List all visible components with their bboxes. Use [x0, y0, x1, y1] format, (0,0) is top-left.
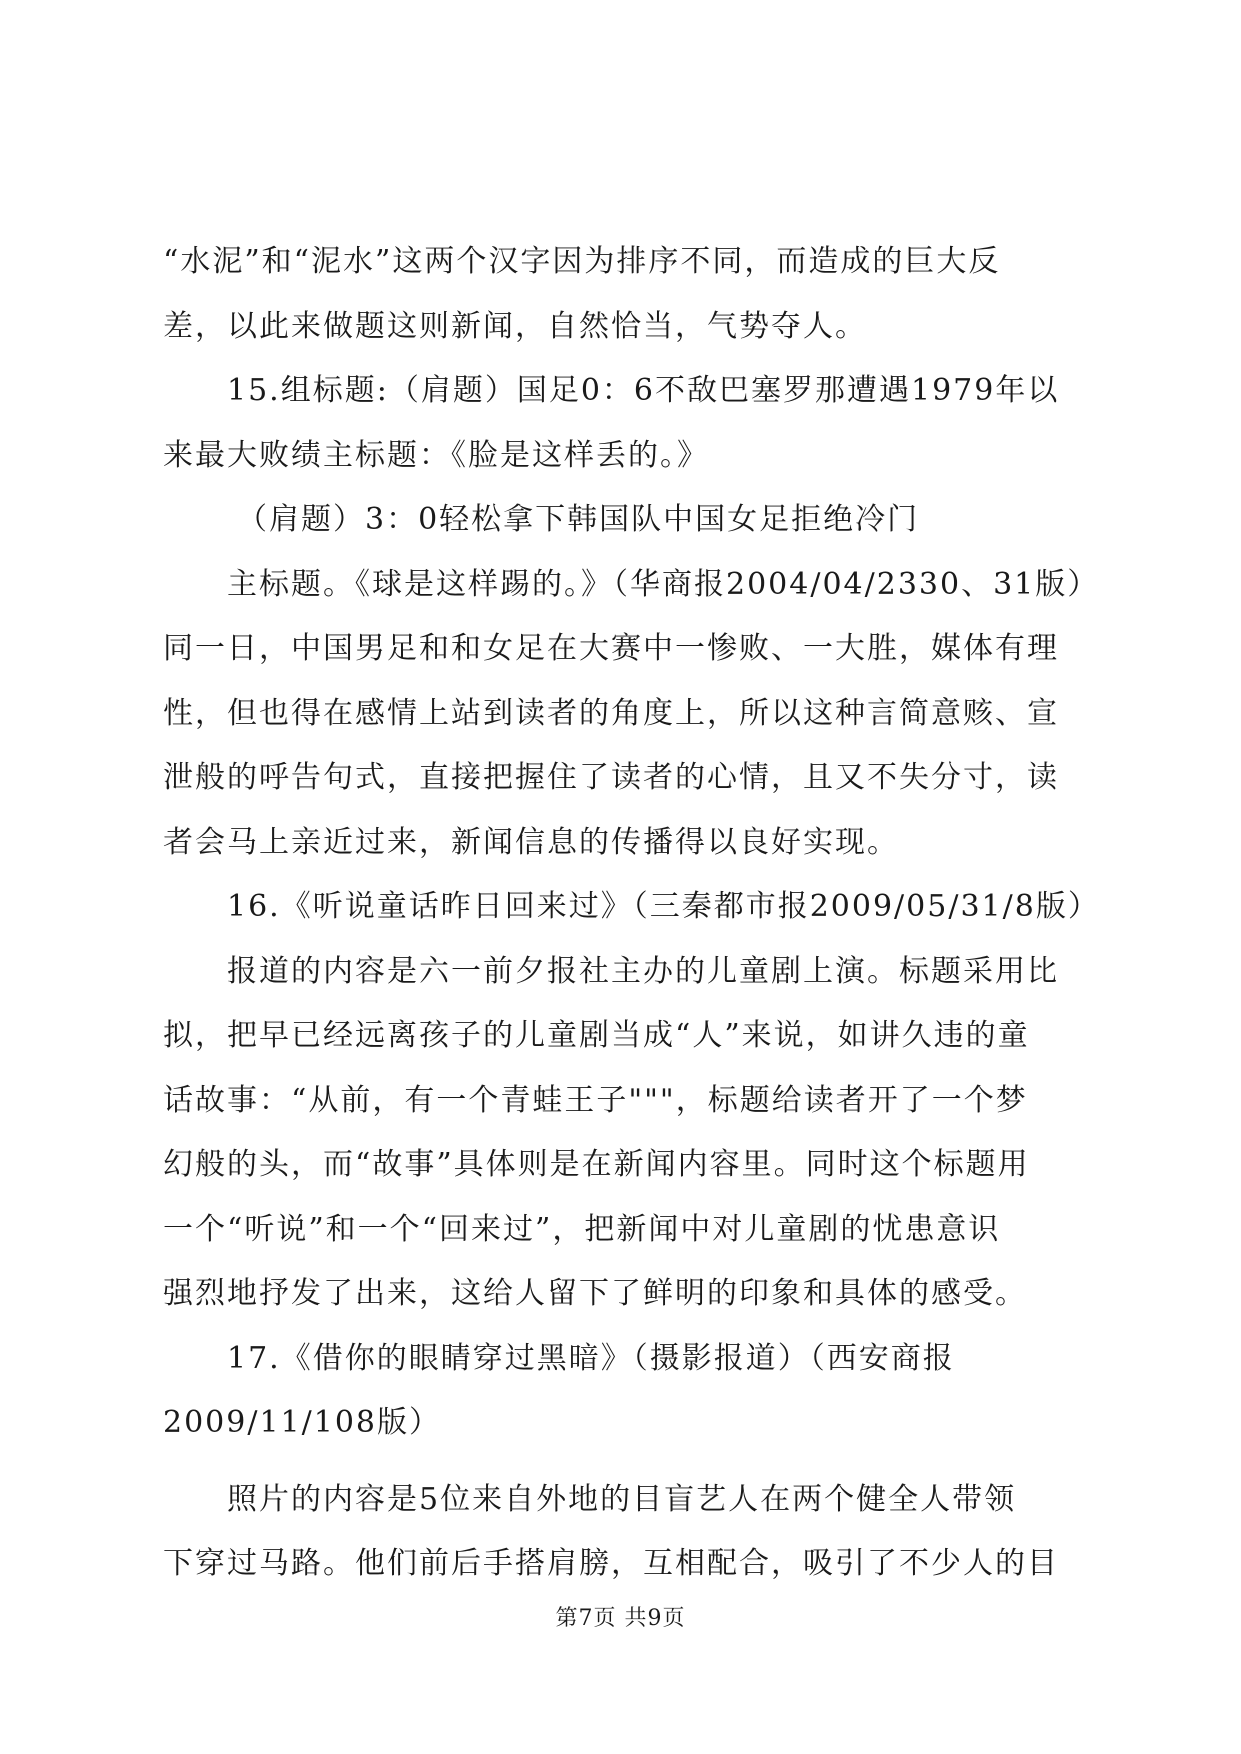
text-line: 照片的内容是5位来自外地的目盲艺人在两个健全人带领 [227, 1481, 1017, 1517]
text-line: “水泥”和“泥水”这两个汉字因为排序不同，而造成的巨大反 [163, 244, 1001, 279]
page-footer [0, 1601, 1241, 1632]
text-line: 一个“听说”和一个“回来过”，把新闻中对儿童剧的忧患意识 [163, 1211, 1001, 1247]
text-line: 同一日，中国男足和和女足在大赛中一惨败、一大胜，媒体有理 [163, 631, 1059, 666]
text-line: 拟，把早已经远离孩子的儿童剧当成“人”来说，如讲久违的童 [163, 1018, 1030, 1053]
text-line: 下穿过马路。他们前后手搭肩膀，互相配合，吸引了不少人的目 [163, 1546, 1059, 1581]
text-line: 泄般的呼告句式，直接把握住了读者的心情，且又不失分寸，读 [163, 760, 1059, 795]
text-line: 主标题。《球是这样踢的。》（华商报2004/04/2330、31版） [227, 566, 1100, 602]
body-text [163, 230, 1100, 1597]
paragraph-gap [163, 1456, 1083, 1468]
text-line: 16.《听说童话昨日回来过》（三秦都市报2009/05/31/8版） [227, 889, 1100, 924]
text-line: 来最大败绩主标题：《脸是这样丢的。》 [163, 437, 709, 473]
text-line: 话故事：“从前，有一个青蛙王子"""，标题给读者开了一个梦 [163, 1082, 1028, 1118]
text-line: 性，但也得在感情上站到读者的角度上，所以这种言简意赅、宣 [163, 695, 1059, 731]
text-line: 15.组标题:（肩题）国足0：6不敌巴塞罗那遭遇1979年以 [227, 373, 1060, 408]
text-line: 2009/11/108版） [163, 1405, 441, 1440]
text-line: 强烈地抒发了出来，这给人留下了鲜明的印象和具体的感受。 [163, 1276, 1027, 1311]
text-line: 差，以此来做题这则新闻，自然恰当，气势夺人。 [163, 308, 867, 344]
text-line: （肩题）3：0轻松拿下韩国队中国女足拒绝冷门 [237, 502, 920, 537]
text-line: 者会马上亲近过来，新闻信息的传播得以良好实现。 [163, 824, 899, 860]
text-line: 幻般的头，而“故事”具体则是在新闻内容里。同时这个标题用 [163, 1147, 1030, 1182]
text-line: 17.《借你的眼睛穿过黑暗》（摄影报道）（西安商报 [227, 1340, 955, 1376]
text-line: 报道的内容是六一前夕报社主办的儿童剧上演。标题采用比 [227, 953, 1059, 989]
page-number-label: 第7页 共9页 [555, 1606, 686, 1631]
